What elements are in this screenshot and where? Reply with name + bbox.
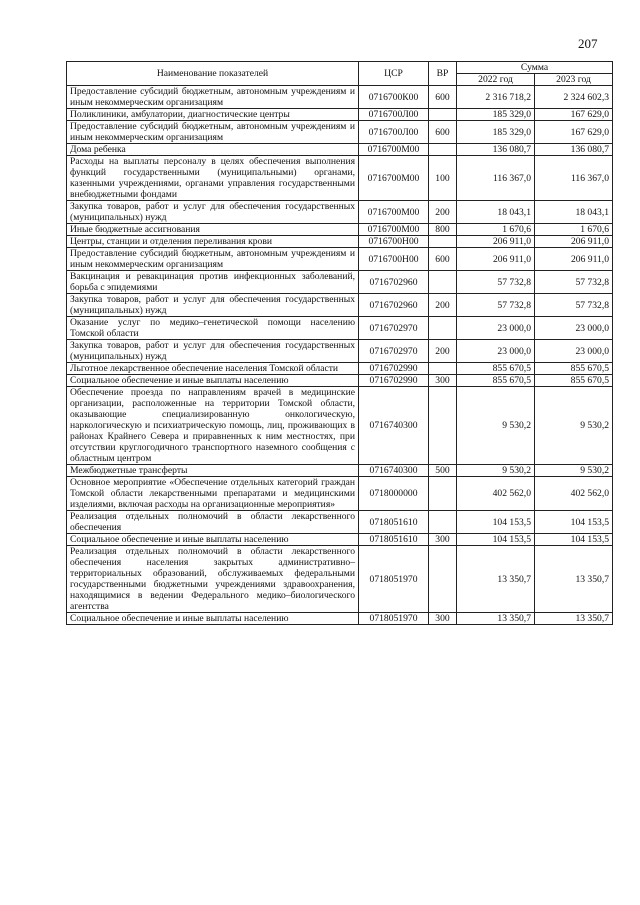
- row-sum-2022: 136 080,7: [457, 144, 535, 156]
- row-name: Закупка товаров, работ и услуг для обеспечения государственных (муниципальных) нужд: [67, 340, 359, 363]
- row-sum-2023: 57 732,8: [535, 294, 613, 317]
- row-name: Закупка товаров, работ и услуг для обеспечения государственных (муниципальных) нужд: [67, 201, 359, 224]
- row-name: Основное мероприятие «Обеспечение отдельных категорий граждан Томской области лекарственными препаратами и медицинскими изделиями, включая расходы на организационные мероприятия»: [67, 477, 359, 511]
- table-row: [67, 109, 613, 121]
- row-sum-2022: 855 670,5: [457, 375, 535, 387]
- row-sum-2023: 167 629,0: [535, 121, 613, 144]
- table-row: [67, 363, 613, 375]
- row-sum-2022: 206 911,0: [457, 236, 535, 248]
- row-sum-2022: 57 732,8: [457, 271, 535, 294]
- row-csr: 0716702970: [359, 340, 429, 363]
- row-sum-2023: 402 562,0: [535, 477, 613, 511]
- row-sum-2023: 104 153,5: [535, 511, 613, 534]
- row-sum-2023: 9 530,2: [535, 387, 613, 465]
- row-sum-2022: 23 000,0: [457, 340, 535, 363]
- header-name: Наименование показателей: [67, 62, 359, 86]
- row-name: Предоставление субсидий бюджетным, автономным учреждениям и иным некоммерческим организациям: [67, 248, 359, 271]
- row-vr: [429, 317, 457, 340]
- row-sum-2023: 57 732,8: [535, 271, 613, 294]
- row-vr: 600: [429, 86, 457, 109]
- row-vr: [429, 271, 457, 294]
- table-row: [67, 144, 613, 156]
- table-row: [67, 248, 613, 271]
- row-csr: 0718051970: [359, 613, 429, 625]
- row-sum-2023: 1 670,6: [535, 224, 613, 236]
- table-row: [67, 236, 613, 248]
- row-csr: 0716700Н00: [359, 236, 429, 248]
- table-row: [67, 271, 613, 294]
- row-sum-2022: 1 670,6: [457, 224, 535, 236]
- row-csr: 0716700М00: [359, 156, 429, 201]
- header-year-2022: 2022 год: [457, 74, 535, 86]
- table-row: [67, 375, 613, 387]
- row-name: Предоставление субсидий бюджетным, автономным учреждениям и иным некоммерческим организациям: [67, 86, 359, 109]
- table-row: [67, 387, 613, 465]
- budget-table: [66, 61, 613, 625]
- row-vr: 500: [429, 465, 457, 477]
- row-vr: [429, 477, 457, 511]
- table-row: [67, 613, 613, 625]
- row-sum-2023: 2 324 602,3: [535, 86, 613, 109]
- row-name: Социальное обеспечение и иные выплаты населению: [67, 613, 359, 625]
- table-row: [67, 201, 613, 224]
- row-name: Льготное лекарственное обеспечение населения Томской области: [67, 363, 359, 375]
- row-csr: 0716702990: [359, 363, 429, 375]
- row-name: Дома ребенка: [67, 144, 359, 156]
- row-sum-2022: 2 316 718,2: [457, 86, 535, 109]
- row-sum-2022: 104 153,5: [457, 511, 535, 534]
- row-vr: 300: [429, 613, 457, 625]
- row-sum-2022: 855 670,5: [457, 363, 535, 375]
- row-vr: [429, 109, 457, 121]
- table-row: [67, 477, 613, 511]
- row-sum-2022: 18 043,1: [457, 201, 535, 224]
- row-vr: [429, 546, 457, 613]
- row-csr: 0716702990: [359, 375, 429, 387]
- row-sum-2023: 167 629,0: [535, 109, 613, 121]
- row-csr: 0716700М00: [359, 144, 429, 156]
- table-row: [67, 294, 613, 317]
- row-name: Реализация отдельных полномочий в области лекарственного обеспечения: [67, 511, 359, 534]
- row-csr: 0716700М00: [359, 224, 429, 236]
- row-vr: 100: [429, 156, 457, 201]
- header-vr: ВР: [429, 62, 457, 86]
- row-vr: 300: [429, 375, 457, 387]
- table-row: [67, 534, 613, 546]
- row-name: Вакцинация и ревакцинация против инфекционных заболеваний, борьба с эпидемиями: [67, 271, 359, 294]
- row-csr: 0718000000: [359, 477, 429, 511]
- table-row: [67, 340, 613, 363]
- row-name: Иные бюджетные ассигнования: [67, 224, 359, 236]
- header-csr: ЦСР: [359, 62, 429, 86]
- row-sum-2022: 23 000,0: [457, 317, 535, 340]
- row-vr: [429, 511, 457, 534]
- row-sum-2023: 104 153,5: [535, 534, 613, 546]
- row-name: Оказание услуг по медико–генетической помощи населению Томской области: [67, 317, 359, 340]
- row-sum-2022: 206 911,0: [457, 248, 535, 271]
- row-name: Расходы на выплаты персоналу в целях обеспечения выполнения функций государственными (муниципальными) органами, казенными учреждениями, органами управления государственными внебюджетными фондами: [67, 156, 359, 201]
- row-sum-2022: 116 367,0: [457, 156, 535, 201]
- table-row: [67, 511, 613, 534]
- row-csr: 0716740300: [359, 387, 429, 465]
- row-sum-2023: 23 000,0: [535, 317, 613, 340]
- row-vr: [429, 236, 457, 248]
- row-name: Социальное обеспечение и иные выплаты населению: [67, 375, 359, 387]
- row-csr: 0716700Л00: [359, 121, 429, 144]
- row-vr: 200: [429, 294, 457, 317]
- row-name: Предоставление субсидий бюджетным, автономным учреждениям и иным некоммерческим организациям: [67, 121, 359, 144]
- row-vr: 800: [429, 224, 457, 236]
- table-row: [67, 546, 613, 613]
- row-sum-2023: 855 670,5: [535, 363, 613, 375]
- row-sum-2022: 402 562,0: [457, 477, 535, 511]
- page-number: 207: [578, 36, 598, 51]
- row-sum-2023: 206 911,0: [535, 248, 613, 271]
- row-sum-2022: 57 732,8: [457, 294, 535, 317]
- row-csr: 0718051610: [359, 511, 429, 534]
- table-body: [67, 86, 613, 625]
- row-csr: 0716740300: [359, 465, 429, 477]
- row-vr: 200: [429, 340, 457, 363]
- row-sum-2022: 104 153,5: [457, 534, 535, 546]
- row-vr: [429, 387, 457, 465]
- row-vr: 600: [429, 121, 457, 144]
- table-row: [67, 86, 613, 109]
- row-name: Социальное обеспечение и иные выплаты населению: [67, 534, 359, 546]
- row-sum-2023: 206 911,0: [535, 236, 613, 248]
- row-name: Обеспечение проезда по направлениям врачей в медицинские организации, расположенные на территории Томской области, оказывающие специализированную онкологическую, наркологическую и психиатрическую помощь, лиц, проживающих в районах Крайнего Севера и приравненных к ним местностях, при отсутствии круглогодичного транспортного наземного сообщения с областным центром: [67, 387, 359, 465]
- row-sum-2023: 13 350,7: [535, 613, 613, 625]
- header-year-2023: 2023 год: [535, 74, 613, 86]
- row-sum-2022: 9 530,2: [457, 465, 535, 477]
- row-sum-2023: 23 000,0: [535, 340, 613, 363]
- row-vr: [429, 363, 457, 375]
- row-sum-2022: 9 530,2: [457, 387, 535, 465]
- row-sum-2022: 185 329,0: [457, 109, 535, 121]
- row-name: Межбюджетные трансферты: [67, 465, 359, 477]
- row-name: Центры, станции и отделения переливания крови: [67, 236, 359, 248]
- row-sum-2023: 116 367,0: [535, 156, 613, 201]
- table-row: [67, 317, 613, 340]
- row-csr: 0718051970: [359, 546, 429, 613]
- header-sum: Сумма: [457, 62, 613, 74]
- row-sum-2023: 13 350,7: [535, 546, 613, 613]
- row-name: Закупка товаров, работ и услуг для обеспечения государственных (муниципальных) нужд: [67, 294, 359, 317]
- row-csr: 0716700М00: [359, 201, 429, 224]
- table-row: [67, 224, 613, 236]
- row-csr: 0716702960: [359, 271, 429, 294]
- row-csr: 0716700Л00: [359, 109, 429, 121]
- row-sum-2023: 9 530,2: [535, 465, 613, 477]
- row-sum-2023: 855 670,5: [535, 375, 613, 387]
- row-sum-2023: 136 080,7: [535, 144, 613, 156]
- row-vr: [429, 144, 457, 156]
- row-csr: 0718051610: [359, 534, 429, 546]
- row-csr: 0716700К00: [359, 86, 429, 109]
- table-row: [67, 465, 613, 477]
- row-name: Поликлиники, амбулатории, диагностические центры: [67, 109, 359, 121]
- row-sum-2022: 13 350,7: [457, 613, 535, 625]
- row-name: Реализация отдельных полномочий в области лекарственного обеспечения населения закрытых административно–территориальных образований, обслуживаемых федеральными государственными бюджетными учреждениями здравоохранения, находящимися в ведении Федерального медико–биологического агентства: [67, 546, 359, 613]
- table-row: [67, 121, 613, 144]
- table-row: [67, 156, 613, 201]
- row-sum-2023: 18 043,1: [535, 201, 613, 224]
- row-vr: 300: [429, 534, 457, 546]
- row-sum-2022: 185 329,0: [457, 121, 535, 144]
- row-csr: 0716700Н00: [359, 248, 429, 271]
- row-csr: 0716702970: [359, 317, 429, 340]
- row-vr: 200: [429, 201, 457, 224]
- row-csr: 0716702960: [359, 294, 429, 317]
- row-vr: 600: [429, 248, 457, 271]
- row-sum-2022: 13 350,7: [457, 546, 535, 613]
